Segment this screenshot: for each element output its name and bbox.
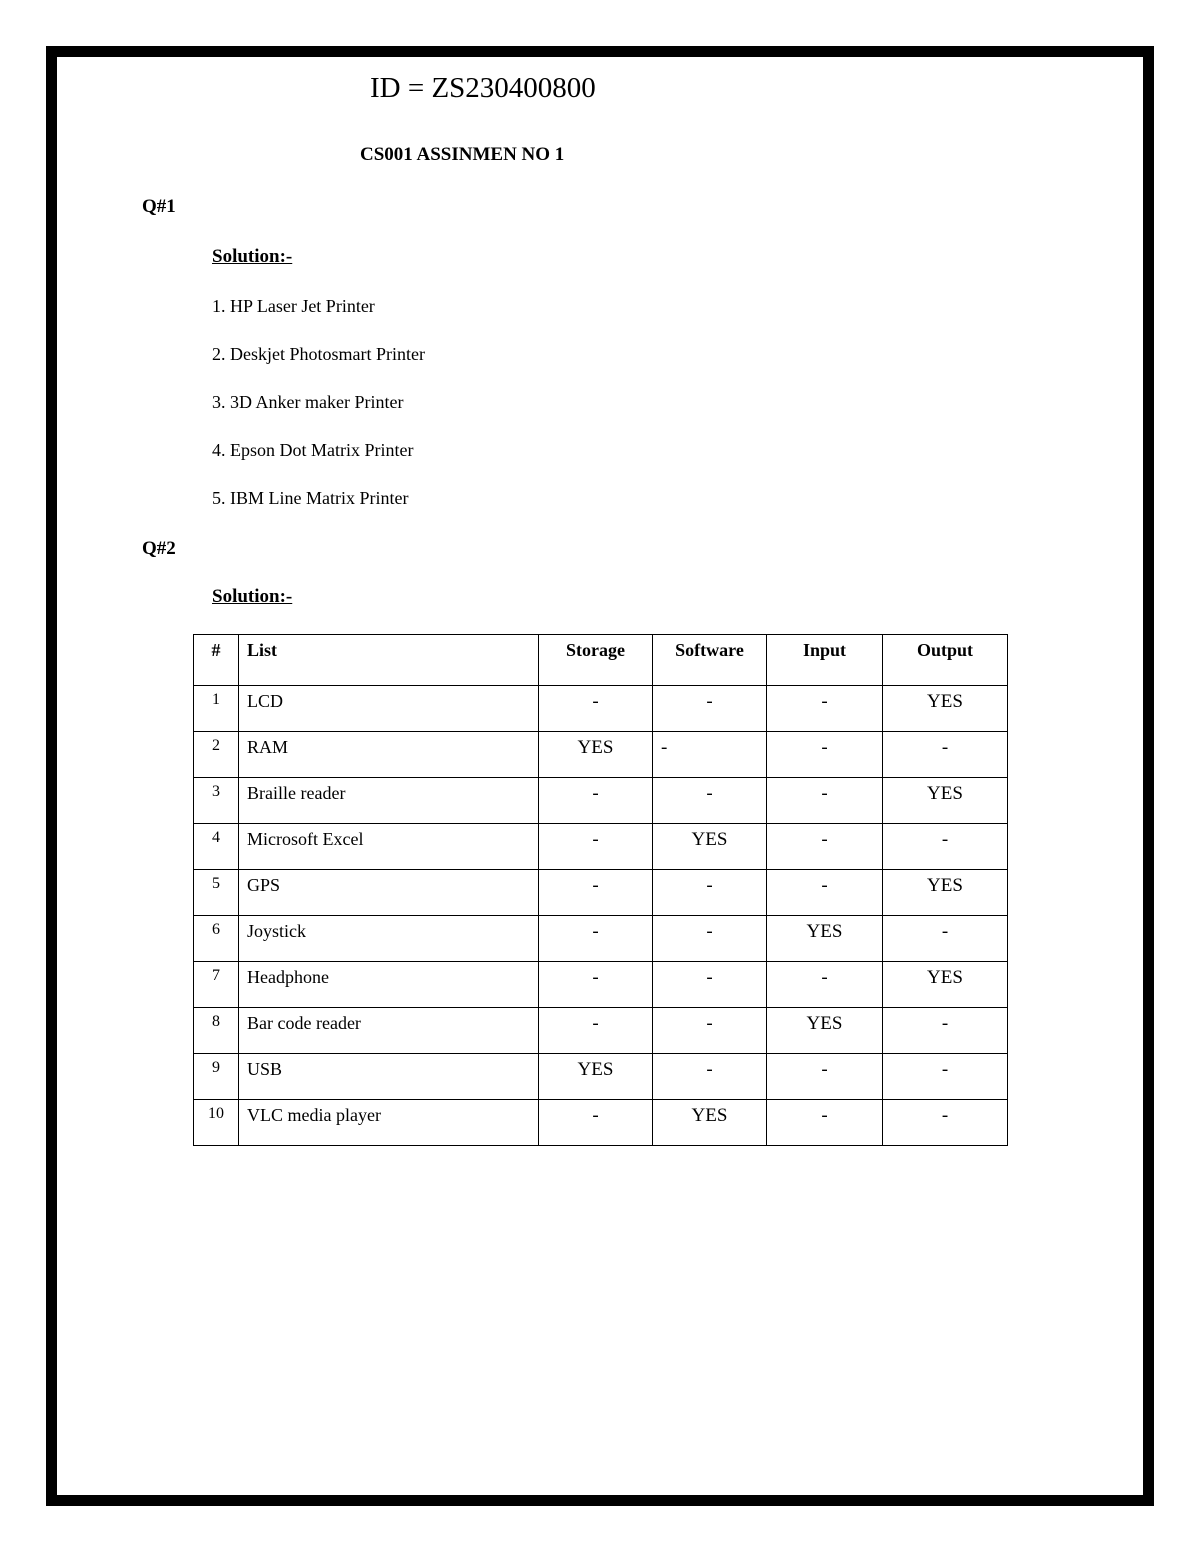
header-storage: Storage (539, 635, 653, 686)
software-cell: - (653, 686, 767, 732)
row-number-cell: 2 (194, 732, 239, 778)
header-number: # (194, 635, 239, 686)
list-item: 3. 3D Anker maker Printer (212, 392, 404, 412)
table-row (194, 824, 1008, 870)
input-cell: - (767, 1100, 883, 1146)
q2-solution-heading: Solution:- (212, 586, 293, 607)
table-header-row (194, 635, 1008, 686)
device-name-cell: Joystick (239, 916, 539, 962)
printer-list (212, 294, 425, 534)
table-row (194, 1008, 1008, 1054)
table-row (194, 732, 1008, 778)
input-cell: - (767, 1054, 883, 1100)
software-cell: - (653, 962, 767, 1008)
row-number-cell: 9 (194, 1054, 239, 1100)
input-cell: - (767, 962, 883, 1008)
input-cell: - (767, 732, 883, 778)
header-software: Software (653, 635, 767, 686)
table-row (194, 1100, 1008, 1146)
storage-cell: - (539, 686, 653, 732)
header-list: List (239, 635, 539, 686)
software-cell: - (653, 916, 767, 962)
device-name-cell: Braille reader (239, 778, 539, 824)
table-row (194, 1054, 1008, 1100)
software-cell: - (653, 778, 767, 824)
storage-cell: - (539, 962, 653, 1008)
document-subtitle: CS001 ASSINMEN NO 1 (360, 144, 565, 165)
row-number-cell: 8 (194, 1008, 239, 1054)
output-cell: - (883, 732, 1008, 778)
q1-solution-heading: Solution:- (212, 246, 293, 267)
storage-cell: - (539, 778, 653, 824)
output-cell: YES (883, 962, 1008, 1008)
row-number-cell: 6 (194, 916, 239, 962)
row-number-cell: 10 (194, 1100, 239, 1146)
storage-cell: YES (539, 1054, 653, 1100)
output-cell: - (883, 1054, 1008, 1100)
list-item: 4. Epson Dot Matrix Printer (212, 440, 414, 460)
table-row (194, 916, 1008, 962)
storage-cell: - (539, 916, 653, 962)
list-item: 5. IBM Line Matrix Printer (212, 488, 409, 508)
output-cell: YES (883, 686, 1008, 732)
table-row (194, 686, 1008, 732)
list-item: 2. Deskjet Photosmart Printer (212, 344, 425, 364)
input-cell: - (767, 778, 883, 824)
output-cell: - (883, 1008, 1008, 1054)
question-1-label: Q#1 (142, 196, 176, 217)
output-cell: - (883, 916, 1008, 962)
device-classification-table (193, 634, 1008, 1146)
software-cell: YES (653, 824, 767, 870)
device-name-cell: RAM (239, 732, 539, 778)
output-cell: - (883, 1100, 1008, 1146)
storage-cell: - (539, 870, 653, 916)
device-name-cell: USB (239, 1054, 539, 1100)
software-cell: YES (653, 1100, 767, 1146)
table-row (194, 870, 1008, 916)
output-cell: - (883, 824, 1008, 870)
document-id: ID = ZS230400800 (370, 72, 596, 104)
input-cell: - (767, 824, 883, 870)
row-number-cell: 3 (194, 778, 239, 824)
row-number-cell: 1 (194, 686, 239, 732)
device-name-cell: GPS (239, 870, 539, 916)
device-name-cell: Microsoft Excel (239, 824, 539, 870)
storage-cell: - (539, 1100, 653, 1146)
input-cell: - (767, 870, 883, 916)
header-input: Input (767, 635, 883, 686)
question-2-label: Q#2 (142, 538, 176, 559)
input-cell: YES (767, 916, 883, 962)
list-item: 1. HP Laser Jet Printer (212, 296, 375, 316)
storage-cell: - (539, 824, 653, 870)
input-cell: YES (767, 1008, 883, 1054)
table-row (194, 778, 1008, 824)
software-cell: - (653, 870, 767, 916)
row-number-cell: 7 (194, 962, 239, 1008)
output-cell: YES (883, 778, 1008, 824)
storage-cell: YES (539, 732, 653, 778)
software-cell: - (653, 732, 767, 778)
device-name-cell: Headphone (239, 962, 539, 1008)
device-name-cell: Bar code reader (239, 1008, 539, 1054)
software-cell: - (653, 1008, 767, 1054)
row-number-cell: 4 (194, 824, 239, 870)
table-row (194, 962, 1008, 1008)
storage-cell: - (539, 1008, 653, 1054)
device-name-cell: VLC media player (239, 1100, 539, 1146)
header-output: Output (883, 635, 1008, 686)
row-number-cell: 5 (194, 870, 239, 916)
device-name-cell: LCD (239, 686, 539, 732)
input-cell: - (767, 686, 883, 732)
software-cell: - (653, 1054, 767, 1100)
output-cell: YES (883, 870, 1008, 916)
